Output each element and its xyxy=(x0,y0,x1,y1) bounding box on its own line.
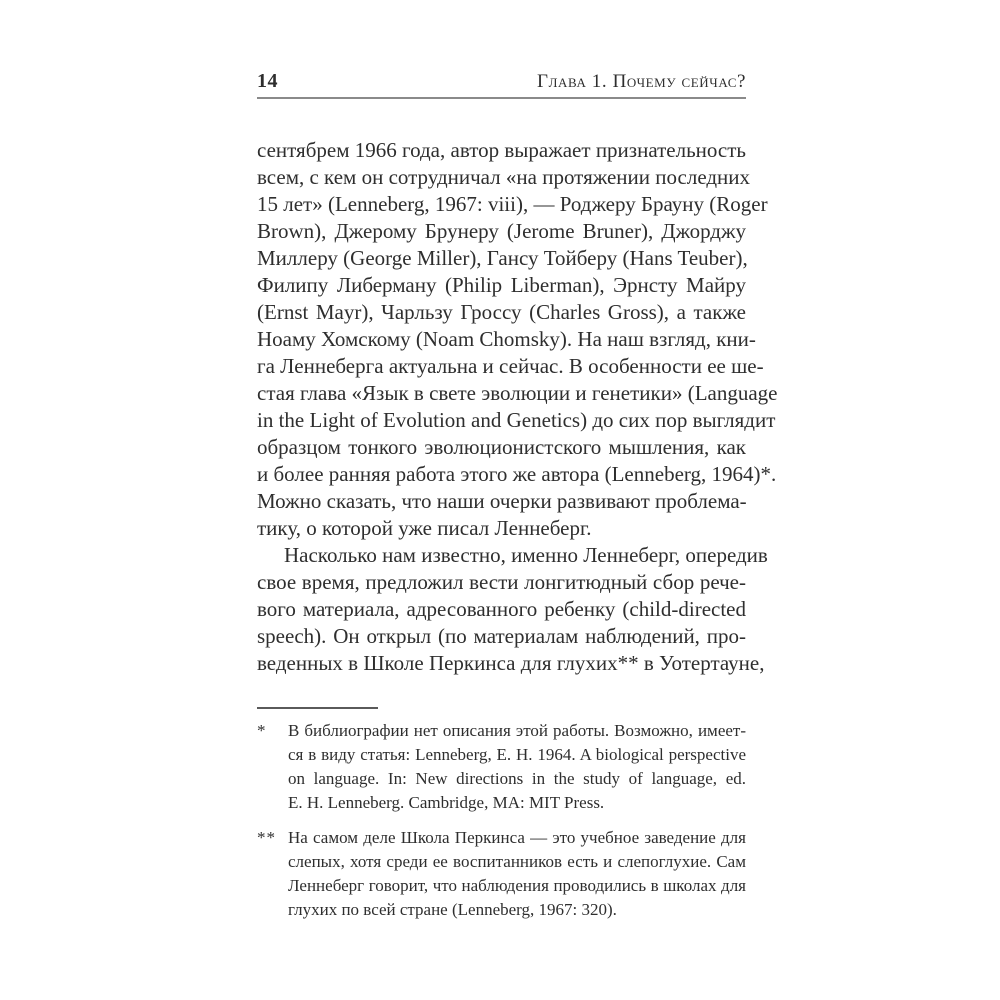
paragraph-2 xyxy=(257,542,768,677)
text-line: Можно сказать, что наши очерки развивают проблема- xyxy=(257,489,747,513)
footnote-2 xyxy=(257,826,746,922)
text-line: и более ранняя работа этого же автора (Lenneberg, 1964)*. xyxy=(257,462,777,486)
body-text xyxy=(257,137,778,677)
footnote-line: В библиографии нет описания этой работы. Возможно, имеет- xyxy=(288,721,746,740)
text-line: образцом тонкого эволюционистского мышления, как xyxy=(257,435,746,459)
footnote-line: ся в виду статья: Lenneberg, E. H. 1964. A biological perspective xyxy=(288,745,746,764)
footnote-1 xyxy=(257,719,746,815)
footnote-marker: * xyxy=(257,721,267,740)
text-column xyxy=(257,70,778,933)
running-header xyxy=(257,70,746,99)
footnote-text xyxy=(288,719,746,815)
text-line: (Ernst Mayr), Чарльзу Гроссу (Charles Gross), а также xyxy=(257,300,746,324)
text-line: тику, о которой уже писал Леннеберг. xyxy=(257,516,592,540)
footnote-line: глухих по всей стране (Lenneberg, 1967: 320). xyxy=(288,900,617,919)
text-line: стая глава «Язык в свете эволюции и генетики» (Language xyxy=(257,381,778,405)
footnote-line: Леннеберг говорит, что наблюдения проводились в школах для xyxy=(288,876,746,895)
footnote-separator-rule xyxy=(257,707,378,709)
text-line: всем, с кем он сотрудничал «на протяжении последних xyxy=(257,165,751,189)
text-line: сентябрем 1966 года, автор выражает признательность xyxy=(257,138,746,162)
text-line: га Леннеберга актуальна и сейчас. В особенности ее ше- xyxy=(257,354,764,378)
text-line: вого материала, адресованного ребенку (child-directed xyxy=(257,597,746,621)
text-line: Миллеру (George Miller), Гансу Тойберу (Hans Teuber), xyxy=(257,246,748,270)
footnote-line: on language. In: New directions in the study of language, ed. xyxy=(288,769,746,788)
text-line: Brown), Джерому Брунеру (Jerome Bruner), Джорджу xyxy=(257,219,746,243)
paragraph-1 xyxy=(257,137,778,542)
text-line: in the Light of Evolution and Genetics) до сих пор выглядит xyxy=(257,408,776,432)
text-line: speech). Он открыл (по материалам наблюдений, про- xyxy=(257,624,746,648)
chapter-running-title: Глава 1. Почему сейчас? xyxy=(537,71,746,92)
text-line: Филипу Либерману (Philip Liberman), Эрнсту Майру xyxy=(257,273,746,297)
footnote-text xyxy=(288,826,746,922)
page-number: 14 xyxy=(257,70,278,92)
text-line: Ноаму Хомскому (Noam Chomsky). На наш взгляд, кни- xyxy=(257,327,756,351)
footnote-marker: ** xyxy=(257,828,276,847)
footnote-line: E. H. Lenneberg. Cambridge, MA: MIT Press. xyxy=(288,793,605,812)
text-line: свое время, предложил вести лонгитюдный сбор рече- xyxy=(257,570,746,594)
text-line: веденных в Школе Перкинса для глухих** в Уотертауне, xyxy=(257,651,765,675)
text-line: Насколько нам известно, именно Леннеберг, опередив xyxy=(284,543,768,567)
text-line: 15 лет» (Lenneberg, 1967: viii), — Роджеру Брауну (Roger xyxy=(257,192,768,216)
footnote-line: На самом деле Школа Перкинса — это учебное заведение для xyxy=(288,828,746,847)
footnote-line: слепых, хотя среди ее воспитанников есть и слепоглухие. Сам xyxy=(288,852,746,871)
